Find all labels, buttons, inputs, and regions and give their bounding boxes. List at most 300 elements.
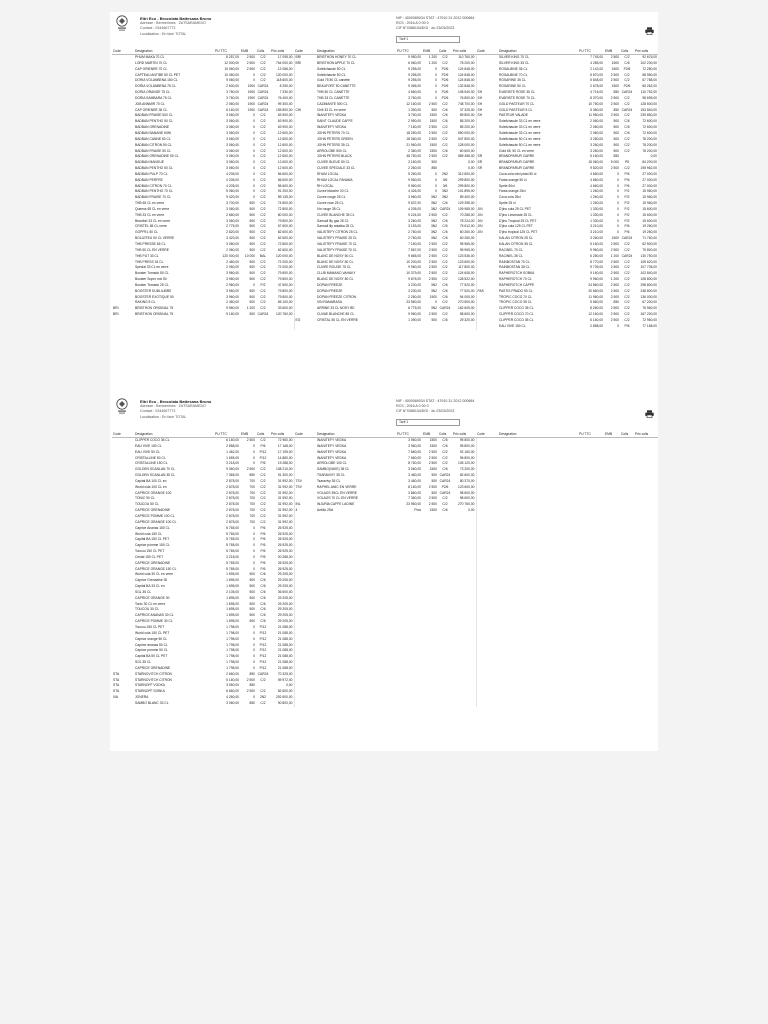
cell-prix-colis: 84 200,00 <box>642 160 657 165</box>
cell-pu-ttc <box>578 701 604 707</box>
cell-code: STA <box>113 677 120 682</box>
tarif-select[interactable]: Tarif 1 <box>396 419 460 426</box>
cell-colis: C/6 <box>442 230 448 235</box>
cell-colis: C/2 <box>624 306 630 311</box>
cell-prix-colis: 21 088,00 <box>270 654 294 660</box>
cell-emb: 0 <box>253 537 255 542</box>
cell-emb: 500 <box>249 271 255 276</box>
cell-prix-colis: 102 840,00 <box>640 271 657 276</box>
cell-emb: 1500 <box>429 113 437 118</box>
cell-emb: 500 <box>249 201 255 206</box>
cell-emb: 2 500 <box>428 247 437 252</box>
cell-designation: CAPRICE GRENADINE <box>135 665 171 670</box>
cell-colis: C/2 <box>260 189 266 194</box>
cell-designation: BADBAN FRAISE 500 CL <box>135 113 173 118</box>
cell-prix-colis: 59 972,00 <box>270 678 294 684</box>
cell-emb: 0 <box>253 78 255 83</box>
cell-emb: 3N2 <box>430 306 437 311</box>
cell-pu-ttc: 2 460,00 <box>226 300 239 305</box>
cell-pu-ttc: 3 060,00 <box>226 113 239 118</box>
cell-colis: P/6 <box>260 537 266 542</box>
cell-colis: P/6 <box>260 549 266 554</box>
cell-emb: 2 500 <box>246 689 255 694</box>
cell-colis: C/6 <box>624 119 630 124</box>
cell-pu-ttc: 2 760,00 <box>408 230 421 235</box>
cell-pu-ttc: 10 379,00 <box>406 271 421 276</box>
cell-designation: BADBAN PENTHO 70 CL <box>135 189 173 194</box>
cell-prix-colis <box>634 701 658 707</box>
cell-pu-ttc: 4 205,00 <box>226 177 239 182</box>
cell-emb: 1500 <box>611 66 619 71</box>
cell-colis: P2/6 <box>441 90 449 95</box>
cell-prix-colis: 136 000,00 <box>640 294 657 299</box>
cell-code: BRI <box>113 306 119 311</box>
cell-emb: 2 500 <box>610 166 619 171</box>
cell-designation: Caprice Ananas 150 CL <box>135 525 170 530</box>
cell-pu-ttc: 3 960,00 <box>226 277 239 282</box>
cell-pu-ttc: 2 060,00 <box>590 119 603 124</box>
cell-emb: 2 500 <box>610 113 619 118</box>
cell-pu-ttc: 1 695,00 <box>226 578 239 583</box>
cell-designation: BADBAN BANANE KIWI <box>135 130 172 135</box>
column-header-colis: Colis <box>256 431 270 438</box>
cell-code: SH <box>477 90 483 95</box>
cell-emb: 2 500 <box>246 677 255 682</box>
cell-emb: 0 <box>253 449 255 454</box>
cell-pu-ttc: 3 230,00 <box>408 282 421 287</box>
cell-prix-colis: 72 280,00 <box>642 66 657 71</box>
cell-designation: Queens 65 CL en verre <box>135 206 170 211</box>
cell-emb: 0 <box>435 66 437 71</box>
cell-prix-colis: 21 088,00 <box>270 648 294 654</box>
cell-emb: 0 <box>253 648 255 653</box>
column-header-pu-ttc: PU TTC <box>214 431 240 438</box>
cell-emb: 2 500 <box>610 294 619 299</box>
cell-prix-colis: 29 205,00 <box>270 619 294 625</box>
cell-pu-ttc: 2 660,00 <box>226 212 239 217</box>
cell-emb: 0 <box>617 224 619 229</box>
column-header-designation: Designation <box>134 48 214 55</box>
cell-emb: 2 500 <box>610 265 619 270</box>
cell-emb: 0 <box>617 171 619 176</box>
cell-pu-ttc: 2 660,00 <box>226 671 239 676</box>
cell-prix-colis: 20 288,00 <box>270 555 294 561</box>
cell-pu-ttc: 2 878,00 <box>226 490 239 495</box>
cell-designation: DORIA ORANGE 75 CL <box>135 90 171 95</box>
cell-prix-colis: 21 088,00 <box>270 643 294 649</box>
cell-colis: C/2 <box>442 259 448 264</box>
cell-prix-colis: 120 760,00 <box>270 312 294 318</box>
cell-designation: RACINEL 70 CL <box>499 247 523 252</box>
cell-prix-colis: 31 992,00 <box>270 514 294 520</box>
cell-designation: INANITEFY VEDKA <box>317 443 347 448</box>
column-header-code: Code <box>294 431 316 438</box>
cell-colis: C/2 <box>260 519 266 524</box>
cell-pu-ttc: 2 858,00 <box>226 443 239 448</box>
cell-designation: CAPRICE GRANGE 100 CL <box>135 519 177 524</box>
cell-pu-ttc: 2 060,00 <box>226 265 239 270</box>
cell-designation: VALISTEFY FRAISE 25 CL <box>317 236 358 241</box>
cell-pu-ttc: 3 218,00 <box>226 461 239 466</box>
cell-emb: 0 <box>617 212 619 217</box>
cell-designation: Cuvee rouge 25 CL <box>317 195 346 200</box>
cell-colis: C/6 <box>442 294 448 299</box>
cell-pu-ttc: 18 060,00 <box>406 136 421 141</box>
cell-prix-colis: 72 000,00 <box>270 265 294 271</box>
cell-designation: LORD MARTIN 70 CL <box>135 60 168 65</box>
cell-prix-colis: 162 605,00 <box>452 306 476 312</box>
price-table <box>112 431 658 707</box>
cell-emb: 0 <box>253 695 255 700</box>
cell-prix-colis: 7 330,00 <box>270 90 294 96</box>
cell-prix-colis: 72 600,00 <box>642 119 657 124</box>
cell-prix-colis: 70 325,00 <box>270 672 294 678</box>
cell-pu-ttc: 9 980,00 <box>408 55 421 59</box>
cell-colis: C/2 <box>442 101 448 106</box>
cell-designation: THB 50 CL CANETTE <box>317 90 350 95</box>
cell-prix-colis: 78 200,00 <box>642 148 657 153</box>
cell-designation: EAU VIVE 150 CL <box>135 443 162 448</box>
cell-prix-colis: 60 600,00 <box>452 149 476 155</box>
cell-pu-ttc: 3 960,00 <box>408 195 421 200</box>
cell-colis: P/12 <box>259 625 267 629</box>
cell-colis: C/6 <box>442 218 448 223</box>
cell-emb: 500 <box>249 613 255 618</box>
cell-colis: C/2 <box>624 294 630 299</box>
cell-colis: CAR24 <box>439 478 451 483</box>
cell-pu-ttc: 8 260,00 <box>590 306 603 311</box>
cell-designation: Booster Super mix 50 <box>135 277 167 282</box>
cell-emb: 500 <box>249 218 255 223</box>
cell-colis: C/2 <box>442 496 448 501</box>
cell-emb: 850 <box>431 166 437 171</box>
cell-prix-colis: 0,00 <box>452 160 476 166</box>
cell-designation: STARNOFF VODKA <box>135 683 165 688</box>
cell-pu-ttc: 3 230,00 <box>408 288 421 293</box>
cell-prix-colis: 14 880,00 <box>270 456 294 462</box>
cell-designation: CAPRICE GRENADINE <box>135 560 171 565</box>
cell-prix-colis: 15 600,00 <box>642 206 657 211</box>
cell-emb: 500 <box>249 265 255 270</box>
cell-prix-colis: 80 000,00 <box>270 213 294 219</box>
cell-designation: THB 33 CL en verre <box>135 212 165 217</box>
cell-prix-colis: 108 540,00 <box>452 90 476 96</box>
cell-prix-colis: 298 800,00 <box>640 282 657 287</box>
cell-colis: C/2 <box>260 166 266 171</box>
cell-emb: 3N2 <box>430 288 437 293</box>
cell-pu-ttc: 3 060,00 <box>226 700 239 705</box>
cell-designation: Samudi lily antalba 25 CL <box>317 224 355 229</box>
cell-designation: Toucou 150 CL PET <box>135 549 165 554</box>
client-localisation: Localisation : En face TOTAL <box>140 31 187 36</box>
cell-designation: INANITEFY VEDKA <box>317 449 347 454</box>
cell-emb: 2 500 <box>610 306 619 311</box>
cell-prix-colis: 31 992,00 <box>270 508 294 514</box>
cell-emb: 0 <box>617 323 619 328</box>
cell-colis: C/2 <box>624 259 630 264</box>
cell-pu-ttc: 8 257,00 <box>226 55 239 59</box>
cell-colis: C/2 <box>442 312 448 317</box>
column-header-code: Code <box>112 48 134 55</box>
cell-designation: PASTEUR VALADE <box>499 113 529 118</box>
cell-pu-ttc: 3 960,00 <box>408 443 421 448</box>
cell-emb: 500 <box>249 312 255 317</box>
cell-colis: CAR24 <box>257 312 269 317</box>
cell-prix-colis: 65 100,00 <box>270 300 294 306</box>
cell-colis: C/2 <box>624 72 630 77</box>
cell-pu-ttc: 3 060,00 <box>226 142 239 147</box>
column-header-colis: Colis <box>438 48 452 55</box>
cell-code: JIN <box>477 230 483 235</box>
cell-prix-colis: 312 600,00 <box>452 172 476 178</box>
column-header-code: Code <box>476 48 498 55</box>
cell-colis: C/2 <box>442 212 448 217</box>
cell-prix-colis: 37 325,00 <box>452 108 476 114</box>
cell-colis: C/2 <box>260 438 266 442</box>
cell-pu-ttc: 3 760,00 <box>226 90 239 95</box>
cell-designation: D'jino Tropical 25 CL PET <box>499 218 537 223</box>
cell-prix-colis: 26 925,00 <box>270 532 294 538</box>
cell-code: 4 <box>295 508 298 513</box>
printer-icon[interactable] <box>645 410 654 418</box>
cell-colis: C/6 <box>260 619 266 624</box>
cell-prix-colis: 90 800,00 <box>270 701 294 707</box>
cell-pu-ttc: 5 848,00 <box>590 78 603 83</box>
cell-designation: CAPRICE ANANAS 30 CL <box>135 613 174 618</box>
cell-colis: C/2 <box>442 502 448 507</box>
cell-designation: Samudi lily gaz 25 CL <box>317 218 349 223</box>
cell-pu-ttc: 7 365,00 <box>226 473 239 478</box>
cell-pu-ttc: 7 160,00 <box>408 125 421 130</box>
cell-emb: 0 <box>253 455 255 460</box>
cell-prix-colis: 76 400,00 <box>270 96 294 102</box>
cell-pu-ttc: 1 260,00 <box>590 201 603 206</box>
cell-pu-ttc: 3 260,00 <box>590 142 603 147</box>
cell-emb: 0 <box>617 206 619 211</box>
cell-designation: SAMBO BLANC 33 CL <box>135 700 169 705</box>
cell-code: STA <box>113 683 120 688</box>
cell-prix-colis: 120 000,00 <box>270 73 294 79</box>
cell-code: PAS <box>477 288 484 293</box>
cell-emb: 2 500 <box>610 288 619 293</box>
cell-prix-colis: 155 800,00 <box>270 108 294 114</box>
cell-emb: 500 <box>613 148 619 153</box>
cell-designation: RAPHEROTCH CAPPE <box>499 282 535 287</box>
tarif-select[interactable]: Tarif 1 <box>396 36 460 43</box>
cell-colis: P2/6 <box>441 484 449 489</box>
cell-colis: C/2 <box>260 230 266 235</box>
cell-code <box>476 701 498 707</box>
cell-pu-ttc: 9 065,00 <box>408 84 421 89</box>
cell-colis: C/2 <box>260 490 266 495</box>
cell-designation: Tsaravivy 35 CL <box>317 478 341 483</box>
cell-colis: C/2 <box>260 300 266 305</box>
cell-code: CHI <box>295 107 302 112</box>
cell-prix-colis: 153 840,00 <box>640 107 657 112</box>
cell-designation: BADBAN CITRON 70 CL <box>135 183 172 188</box>
cell-colis: C/2 <box>624 78 630 83</box>
cell-prix-colis: 62 600,00 <box>270 236 294 242</box>
cell-colis: C/2 <box>624 166 630 171</box>
cell-prix-colis: 27 000,00 <box>642 171 657 176</box>
cell-colis: C/6 <box>442 107 448 112</box>
cell-prix-colis: 17 195,00 <box>270 450 294 456</box>
cell-designation: CAPRICE ORANGE 150 CL <box>135 566 177 571</box>
cell-colis: C/2 <box>260 136 266 141</box>
cell-colis: P/6 <box>260 560 266 565</box>
cell-designation: INANITEFY VEDKA <box>317 125 347 130</box>
cell-colis: P/12 <box>259 665 267 670</box>
cell-prix-colis: 12 600,00 <box>270 137 294 143</box>
cell-designation: TROPIC COCO 35 CL <box>499 300 532 305</box>
cell-designation: JOHN PETERS BLACK <box>317 154 352 159</box>
cell-code <box>476 324 498 330</box>
cell-designation: GOLD PASTEUR 70 CL <box>499 101 535 106</box>
cell-prix-colis: 0,00 <box>452 166 476 172</box>
cell-pu-ttc: 3 060,00 <box>226 206 239 211</box>
cell-emb: 1500 <box>429 438 437 442</box>
cell-designation: SAINT CLAUDE CAFFE <box>317 119 353 124</box>
cell-pu-ttc <box>396 324 422 330</box>
cell-pu-ttc: 3 060,00 <box>226 242 239 246</box>
cell-colis: C/2 <box>260 700 266 705</box>
cell-designation: CLIPPER COCO 35 CL <box>499 306 534 311</box>
cell-prix-colis: 60 260,00 <box>452 230 476 236</box>
cell-colis: CAR24 <box>257 95 269 100</box>
cell-designation: BADBAN FRAISE 50 CL <box>135 148 172 153</box>
cell-prix-colis: 107 735,00 <box>640 265 657 270</box>
cell-emb: 0 <box>435 189 437 194</box>
cell-emb: 700 <box>249 478 255 483</box>
cell-prix-colis: 72 600,00 <box>642 130 657 135</box>
cell-emb: 2 500 <box>428 271 437 276</box>
cell-colis: C/2 <box>624 113 630 118</box>
cell-pu-ttc: 3 960,00 <box>226 294 239 299</box>
cell-designation: CUVAE BLANCHE 85 CL <box>317 312 355 317</box>
cell-colis: C/2 <box>624 55 630 59</box>
cell-designation: TOUCOU 50 CL <box>135 502 159 507</box>
cell-colis: C/2 <box>442 300 448 305</box>
cell-emb: 500 <box>249 224 255 229</box>
cell-designation: SILVER KING 70 CL <box>499 55 530 59</box>
cell-pu-ttc: 3 210,00 <box>590 230 603 235</box>
cell-emb: 500 <box>249 242 255 246</box>
cell-prix-colis: 29 320,00 <box>452 318 476 324</box>
cell-designation <box>134 324 214 330</box>
cell-colis: C/2 <box>624 300 630 305</box>
cell-colis: C/2 <box>624 101 630 106</box>
cell-colis: CAR24 <box>621 107 633 112</box>
cell-colis: C/2 <box>260 72 266 77</box>
cell-prix-colis: 82 600,00 <box>270 689 294 695</box>
cell-emb: 500 <box>249 294 255 299</box>
cell-emb: 700 <box>249 496 255 501</box>
cell-pu-ttc: 3 460,00 <box>408 473 421 478</box>
cell-emb: 3N2 <box>430 206 437 211</box>
cell-emb: 1900 <box>247 107 255 112</box>
cell-pu-ttc: 6 280,00 <box>590 253 603 258</box>
cell-colis: C/2 <box>624 271 630 276</box>
cell-prix-colis: 15 600,00 <box>642 218 657 223</box>
cell-pu-ttc: 9 865,00 <box>408 253 421 258</box>
cell-pu-ttc: 1 798,00 <box>226 630 239 635</box>
cell-emb: 500 <box>249 589 255 594</box>
cell-colis: P/6 <box>260 461 266 466</box>
printer-icon[interactable] <box>645 27 654 35</box>
column-header-colis: Colis <box>620 48 634 55</box>
cell-pu-ttc: 23 960,00 <box>406 502 421 507</box>
cell-designation: VOLAOS 35CL EN VERRE <box>317 490 358 495</box>
cell-pu-ttc: 2 878,00 <box>226 484 239 489</box>
cell-emb: 500 <box>249 584 255 589</box>
cell-colis: P/2 <box>624 195 630 200</box>
cell-pu-ttc: 1 695,00 <box>226 595 239 600</box>
price-table <box>112 48 658 330</box>
cell-prix-colis: 26 925,00 <box>270 561 294 567</box>
cell-colis: C/2 <box>624 312 630 317</box>
page-header <box>110 395 658 431</box>
cell-designation: GOPPEL 50 CL <box>135 230 159 235</box>
cell-designation: BADBAN PENTHO 50 CL <box>135 166 173 171</box>
cell-prix-colis: 67 200,00 <box>642 300 657 305</box>
cell-colis: CAR24 <box>439 473 451 478</box>
cell-prix-colis: 29 205,00 <box>270 584 294 590</box>
nif-line: NIF : 4000089034 STAT : 47910 31 2012 000684 <box>396 16 475 20</box>
cell-colis: C/2 <box>260 195 266 200</box>
cell-code: JIN <box>477 218 483 223</box>
cell-pu-ttc: 3 060,00 <box>226 130 239 135</box>
cell-pu-ttc: 5 160,00 <box>226 677 239 682</box>
cell-emb: 0 <box>253 136 255 141</box>
column-header-emb: EMB <box>422 48 438 55</box>
cell-designation: Booster Tornado 50 CL <box>135 271 169 276</box>
cell-emb: 2 500 <box>428 461 437 466</box>
cell-pu-ttc: 1 260,00 <box>590 195 603 200</box>
cell-emb: 2 500 <box>428 154 437 159</box>
cell-designation: CLIPPER COCO 70 CL <box>499 312 534 317</box>
cell-pu-ttc: 9 820,00 <box>590 166 603 171</box>
cell-prix-colis: 270 500,00 <box>452 300 476 306</box>
cell-designation: THB PRESS 33 CL <box>135 259 164 264</box>
cell-pu-ttc: 1 798,00 <box>226 660 239 665</box>
cell-pu-ttc: 9 060,00 <box>226 467 239 472</box>
cell-designation: TOUCOU 30 CL <box>135 607 159 612</box>
cell-colis: C/6 <box>624 125 630 130</box>
cell-prix-colis: 12 600,00 <box>270 149 294 155</box>
cell-designation: GOLDEN SCANLAN 35 CL <box>135 473 176 478</box>
cell-colis: C/2 <box>260 60 266 65</box>
cell-emb <box>240 324 256 330</box>
cell-code: BRI <box>113 312 119 317</box>
cell-colis: C/2 <box>260 171 266 176</box>
cell-colis: C/2 <box>260 247 266 252</box>
cell-designation: Soleilchaude 33 CL en verre <box>499 125 541 130</box>
cell-prix-colis: 77 168,00 <box>642 323 657 328</box>
cell-pu-ttc: 4 260,00 <box>226 695 239 700</box>
client-contact: Contact : 0344667773 <box>140 26 176 31</box>
cell-prix-colis: 17 168,00 <box>270 444 294 450</box>
invoice-page-2 <box>110 395 658 751</box>
cell-prix-colis: 105 120,00 <box>452 461 476 467</box>
cell-designation: BADBAN CITRON 50 CL <box>135 142 172 147</box>
cell-emb: 2 500 <box>610 78 619 83</box>
cell-designation: BADBAN FRAISE 70 CL <box>135 195 172 200</box>
cell-emb: 2 500 <box>428 265 437 270</box>
cell-designation: SGL 35 CL <box>135 589 152 594</box>
cell-pu-ttc: 7 567,00 <box>408 247 421 252</box>
cell-designation: STARNOFF SOBKA <box>135 689 165 694</box>
cell-designation: STARNOVITCH CITRON <box>135 677 172 682</box>
